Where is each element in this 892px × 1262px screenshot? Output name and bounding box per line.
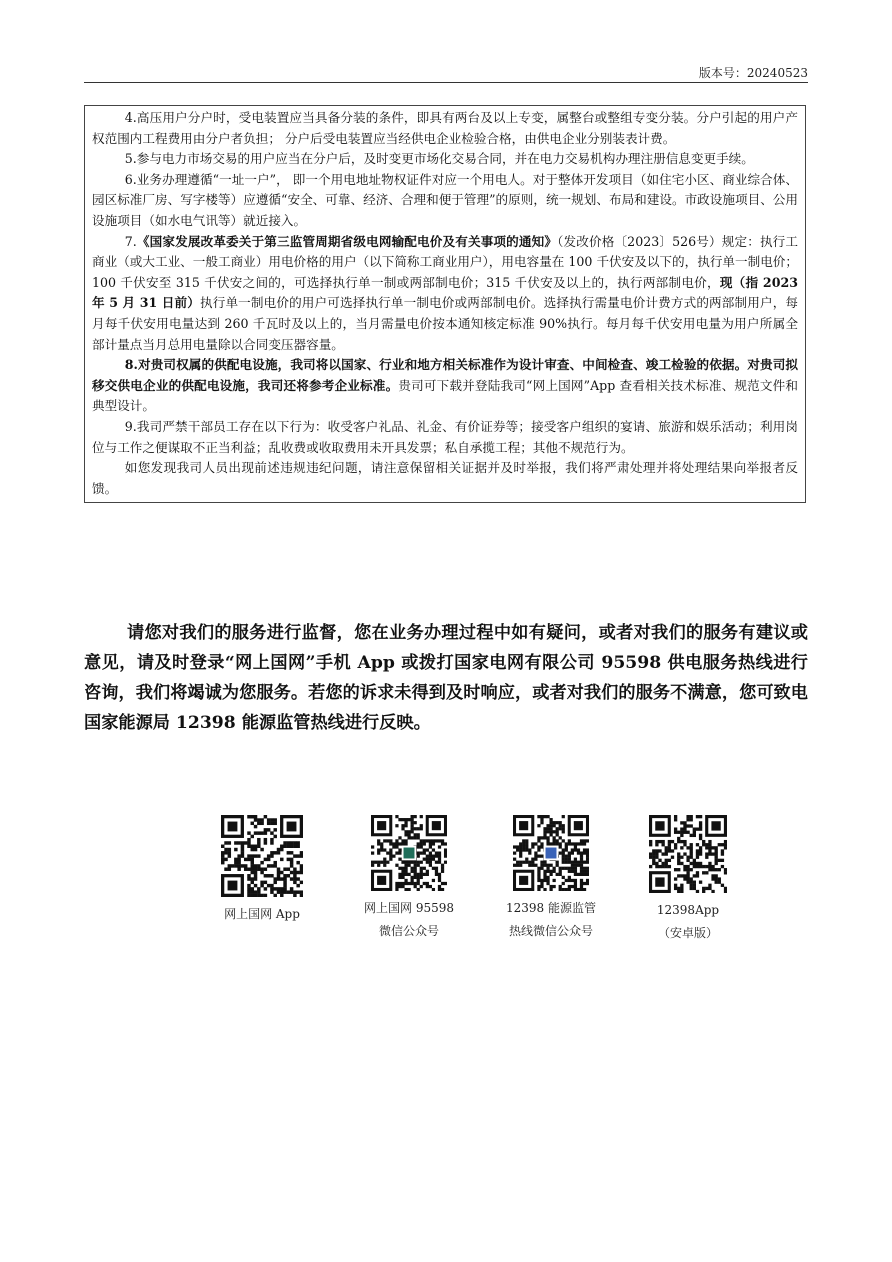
qr-code-icon	[623, 815, 753, 893]
term-7	[92, 232, 798, 356]
term-8-text: 贵司可下载并登陆我司“网上国网”App 查看相关技术标准、规范文件和典型设计。	[92, 377, 798, 414]
qr-caption-line1: 网上国网 95598	[364, 901, 454, 915]
qr-item-wechat-95598	[344, 815, 474, 943]
qr-caption-line2: 热线微信公众号	[508, 924, 593, 938]
term-8	[92, 355, 798, 417]
version-number: 版本号：20240523	[698, 66, 808, 80]
qr-caption-line2: （安卓版）	[657, 926, 718, 940]
term-7-number: 7.	[124, 233, 137, 249]
qr-caption-line1: 网上国网 App	[224, 907, 300, 921]
qr-code-icon	[197, 815, 327, 897]
terms-box	[84, 105, 806, 503]
header-divider	[84, 82, 808, 83]
term-report: 如您发现我司人员出现前述违规违纪问题，请注意保留相关证据并及时举报，我们将严肃处理并将处理结果向举报者反馈。	[92, 460, 798, 496]
term-6: 6.业务办理遵循“一址一户”， 即一个用电地址物权证件对应一个用电人。对于整体开发项目（如住宅小区、商业综合体、 园区标准厂房、写字楼等）应遵循“安全、可靠、经济、合理和便于管理”的原则，统一规划、布局和建设。市政设施项目、公用设施项目（如水电气讯等）就近接入。	[92, 171, 798, 228]
term-9: 9.我司严禁干部员工存在以下行为：收受客户礼品、礼金、有价证券等；接受客户组织的宴请、旅游和娱乐活动；利用岗位与工作之便谋取不正当利益；乱收费或收取费用未开具发票；私自承揽工程；其他不规范行为。	[92, 418, 798, 455]
qr-caption-line1: 12398 能源监管	[506, 901, 596, 915]
service-notice: 请您对我们的服务进行监督，您在业务办理过程中如有疑问，或者对我们的服务有建议或意见，请及时登录“网上国网”手机 App 或拨打国家电网有限公司 95598 供电服务热线进行咨询，我们将竭诚为您服务。若您的诉求未得到及时响应，或者对我们的服务不满意，您可致电国家能源局 12398 能源监管热线进行反映。	[84, 623, 808, 733]
qr-caption-line2: 微信公众号	[378, 924, 439, 938]
qr-code-row	[0, 815, 892, 955]
qr-code-icon	[344, 815, 474, 891]
qr-item-wechat-12398	[486, 815, 616, 943]
qr-item-app-12398	[623, 815, 753, 945]
term-5: 5.参与电力市场交易的用户应当在分户后，及时变更市场化交易合同，并在电力交易机构办理注册信息变更手续。	[124, 151, 754, 167]
term-7-text-1: （发改价格〔2023〕526号）规定：执行工商业（或大工业、一般工商业）用电价格的用户（以下简称工商业用户），用电容量在 100 千伏安及以下的，执行单一制电价；100 千伏安至 315 千伏安之间的，可选择执行单一制或两部制电价；315 千伏安及以上的，执行两部制电价，	[92, 233, 799, 290]
term-7-date-note: 现（指 2023 年 5 月 31 日前）	[92, 274, 798, 311]
term-7-text-2: 执行单一制电价的用户可选择执行单一制电价或两部制电价。选择执行需量电价计费方式的两部制用户，每月每千伏安用电量达到 260 千瓦时及以上的，当月需量电价按本通知核定标准 90%执行。每月每千伏安用电量为用户所属全部计量点当月总用电量除以合同变压器容量。	[92, 295, 799, 352]
term-4: 4.高压用户分户时，受电装置应当具备分装的条件，即具有两台及以上专变，属整台或整组专变分装。分户引起的用户产权范围内工程费用由分户者负担； 分户后受电装置应当经供电企业检验合格，由供电企业分别装表计费。	[92, 110, 798, 146]
term-7-doc-title: 《国家发展改革委关于第三监管周期省级电网输配电价及有关事项的通知》	[136, 233, 558, 249]
qr-item-app	[197, 815, 327, 926]
qr-code-icon	[486, 815, 616, 891]
qr-caption-line1: 12398App	[656, 903, 720, 917]
term-8-bold: 8.对贵司权属的供配电设施，我司将以国家、行业和地方相关标准作为设计审查、中间检查、竣工检验的依据。对贵司拟移交供电企业的供配电设施，我司还将参考企业标准。	[92, 357, 798, 393]
